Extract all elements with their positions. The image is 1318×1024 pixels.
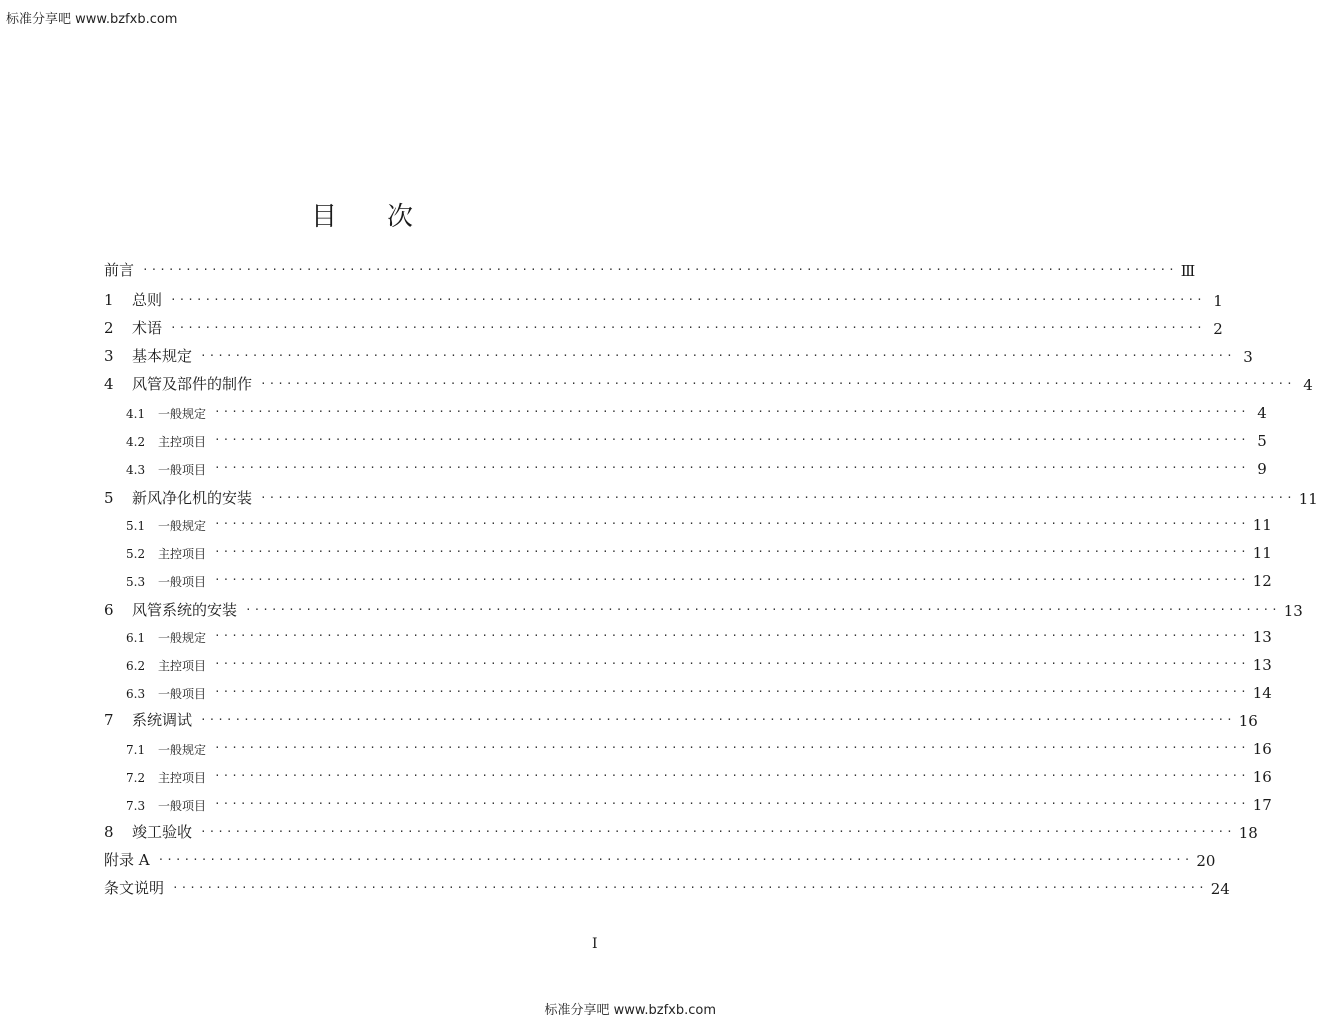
toc-entry-label	[104, 709, 192, 730]
watermark-top: 标准分享吧 www.bzfxb.com	[6, 12, 178, 27]
toc-entry-title: 主控项目	[158, 771, 207, 785]
toc-leader-dots: ························································································································	[214, 629, 1249, 642]
toc-entry-label	[104, 741, 206, 758]
toc-entry-page: 3	[1243, 348, 1253, 366]
toc-entry-number: 5	[104, 489, 114, 507]
toc-entry[interactable]	[104, 400, 1267, 422]
toc-entry-label	[104, 877, 164, 898]
toc-entry-page: 11	[1298, 490, 1318, 508]
toc-entry-label	[104, 317, 162, 338]
toc-entry-number: 4	[104, 375, 114, 393]
page-folio: I	[592, 936, 598, 952]
toc-entry-number: 8	[104, 823, 114, 841]
toc-leader-dots: ························································································································	[214, 685, 1249, 698]
toc-entry-title: 一般项目	[158, 575, 207, 589]
toc-entry-label	[104, 517, 206, 534]
toc-entry[interactable]	[104, 568, 1272, 590]
toc-leader-dots: ························································································································	[214, 517, 1249, 530]
toc-leader-dots: ························································································································	[214, 741, 1249, 754]
toc-entry-title: 基本规定	[132, 347, 193, 365]
toc-entry-title: 风管及部件的制作	[132, 375, 253, 393]
toc-entry[interactable]	[104, 428, 1267, 450]
toc-entry-label	[104, 545, 206, 562]
toc-leader-dots: ························································································································	[214, 657, 1249, 670]
toc-entry[interactable]	[104, 624, 1272, 646]
toc-entry[interactable]	[104, 288, 1223, 310]
toc-leader-dots: ························································································································	[214, 545, 1249, 558]
toc-entry-page: 16	[1252, 740, 1272, 758]
toc-entry[interactable]	[104, 736, 1272, 758]
toc-entry-label	[104, 373, 252, 394]
toc-entry-page: 9	[1257, 460, 1267, 478]
toc-entry-label	[104, 599, 237, 620]
toc-entry-label	[104, 797, 206, 814]
toc-entry-page: 24	[1210, 880, 1230, 898]
toc-entry-label	[104, 289, 162, 310]
toc-entry-number: 5.1	[126, 519, 146, 533]
toc-entry-label	[104, 461, 206, 478]
toc-entry-page: 13	[1283, 602, 1303, 620]
toc-entry-label	[104, 685, 206, 702]
toc-entry-label	[104, 573, 206, 590]
toc-entry-label	[104, 821, 192, 842]
toc-entry-number: 4.3	[126, 463, 146, 477]
toc-entry-title: 一般规定	[158, 631, 207, 645]
toc-entry-title: 一般项目	[158, 463, 207, 477]
toc-entry-page: 16	[1238, 712, 1258, 730]
toc-entry[interactable]	[104, 708, 1258, 730]
toc-entry-title: 一般规定	[158, 519, 207, 533]
toc-leader-dots: ························································································································	[214, 461, 1249, 474]
toc-entry[interactable]	[104, 820, 1258, 842]
toc-entry-number: 7.2	[126, 771, 146, 785]
toc-entry-number: 7.3	[126, 799, 146, 813]
toc-entry-page: 5	[1257, 432, 1267, 450]
toc-entry[interactable]	[104, 258, 1196, 280]
toc-leader-dots: ························································································································	[157, 853, 1193, 866]
toc-entry-number: 5.2	[126, 547, 146, 561]
toc-entry-page: 4	[1303, 376, 1313, 394]
toc-entry-title: 一般项目	[158, 687, 207, 701]
toc-entry-number: 6.3	[126, 687, 146, 701]
toc-entry-title: 新风净化机的安装	[132, 489, 253, 507]
toc-leader-dots: ························································································································	[172, 881, 1207, 894]
toc-entry[interactable]	[104, 680, 1272, 702]
toc-entry-page: 14	[1252, 684, 1272, 702]
toc-entry-number: 4.2	[126, 435, 146, 449]
toc-entry-page: 17	[1252, 796, 1272, 814]
toc-entry-title: 风管系统的安装	[132, 601, 238, 619]
toc-entry-number: 7	[104, 711, 114, 729]
toc-entry[interactable]	[104, 456, 1267, 478]
toc-leader-dots: ························································································································	[260, 377, 1295, 390]
toc-entry-title: 前言	[104, 261, 135, 279]
toc-leader-dots: ························································································································	[200, 713, 1235, 726]
toc-entry-page: 11	[1252, 516, 1272, 534]
toc-leader-dots: ························································································································	[200, 349, 1235, 362]
toc-entry-title: 条文说明	[104, 879, 165, 897]
toc-entry-page: 13	[1252, 656, 1272, 674]
toc-entry-number: 5.3	[126, 575, 146, 589]
toc-entry-label	[104, 769, 206, 786]
toc-entry-number: 3	[104, 347, 114, 365]
toc-leader-dots: ························································································································	[170, 293, 1205, 306]
toc-leader-dots: ························································································································	[214, 433, 1249, 446]
toc-entry[interactable]	[104, 486, 1318, 508]
toc-leader-dots: ························································································································	[200, 825, 1235, 838]
toc-entry[interactable]	[104, 512, 1272, 534]
toc-entry-page: 12	[1252, 572, 1272, 590]
toc-leader-dots: ························································································································	[214, 573, 1249, 586]
toc-entry-label	[104, 657, 206, 674]
toc-entry[interactable]	[104, 652, 1272, 674]
toc-leader-dots: ························································································································	[260, 491, 1295, 504]
toc-entry-number: 6.2	[126, 659, 146, 673]
toc-entry-label	[104, 433, 206, 450]
toc-entry-title: 主控项目	[158, 547, 207, 561]
toc-entry-page: 2	[1213, 320, 1223, 338]
toc-entry-number: 6.1	[126, 631, 146, 645]
toc-entry-title: 竣工验收	[132, 823, 193, 841]
toc-entry-page: 11	[1252, 544, 1272, 562]
toc-entry-page: 20	[1196, 852, 1216, 870]
toc-leader-dots: ························································································································	[170, 321, 1205, 334]
toc-entry-title: 总则	[132, 291, 163, 309]
toc-entry-page: Ⅲ	[1180, 262, 1196, 280]
toc-leader-dots: ························································································································	[214, 405, 1249, 418]
watermark-bottom: 标准分享吧 www.bzfxb.com	[544, 1003, 716, 1018]
toc-entry-title: 系统调试	[132, 711, 193, 729]
toc-entry[interactable]	[104, 598, 1303, 620]
toc-leader-dots: ························································································································	[142, 263, 1177, 276]
toc-entry-number: 2	[104, 319, 114, 337]
toc-entry[interactable]	[104, 344, 1253, 366]
toc-leader-dots: ························································································································	[214, 797, 1249, 810]
toc-entry-title: 一般规定	[158, 743, 207, 757]
toc-entry-page: 1	[1213, 292, 1223, 310]
toc-entry-label	[104, 629, 206, 646]
toc-entry-page: 13	[1252, 628, 1272, 646]
toc-entry[interactable]	[104, 540, 1272, 562]
toc-entry-label	[104, 405, 206, 422]
toc-entry-page: 18	[1238, 824, 1258, 842]
toc-entry-page: 16	[1252, 768, 1272, 786]
toc-entry-number: 6	[104, 601, 114, 619]
toc-entry-label	[104, 345, 192, 366]
toc-entry[interactable]	[104, 316, 1223, 338]
toc-entry-label	[104, 487, 252, 508]
toc-entry-title: 一般规定	[158, 407, 207, 421]
toc-entry[interactable]	[104, 372, 1313, 394]
toc-entry-title: 主控项目	[158, 435, 207, 449]
toc-entry[interactable]	[104, 848, 1216, 870]
page-title: 目次	[310, 202, 463, 232]
toc-entry-number: 1	[104, 291, 114, 309]
toc-entry-page: 4	[1257, 404, 1267, 422]
toc-entry-title: 主控项目	[158, 659, 207, 673]
toc-leader-dots: ························································································································	[214, 769, 1249, 782]
toc-entry[interactable]	[104, 792, 1272, 814]
toc-entry-title: 附录 A	[104, 851, 150, 869]
toc-entry[interactable]	[104, 876, 1230, 898]
toc-entry-title: 术语	[132, 319, 163, 337]
toc-entry[interactable]	[104, 764, 1272, 786]
toc-entry-number: 4.1	[126, 407, 146, 421]
toc-entry-label	[104, 849, 150, 870]
toc-entry-label	[104, 259, 134, 280]
toc-entry-number: 7.1	[126, 743, 146, 757]
toc-entry-title: 一般项目	[158, 799, 207, 813]
toc-leader-dots: ························································································································	[245, 603, 1280, 616]
